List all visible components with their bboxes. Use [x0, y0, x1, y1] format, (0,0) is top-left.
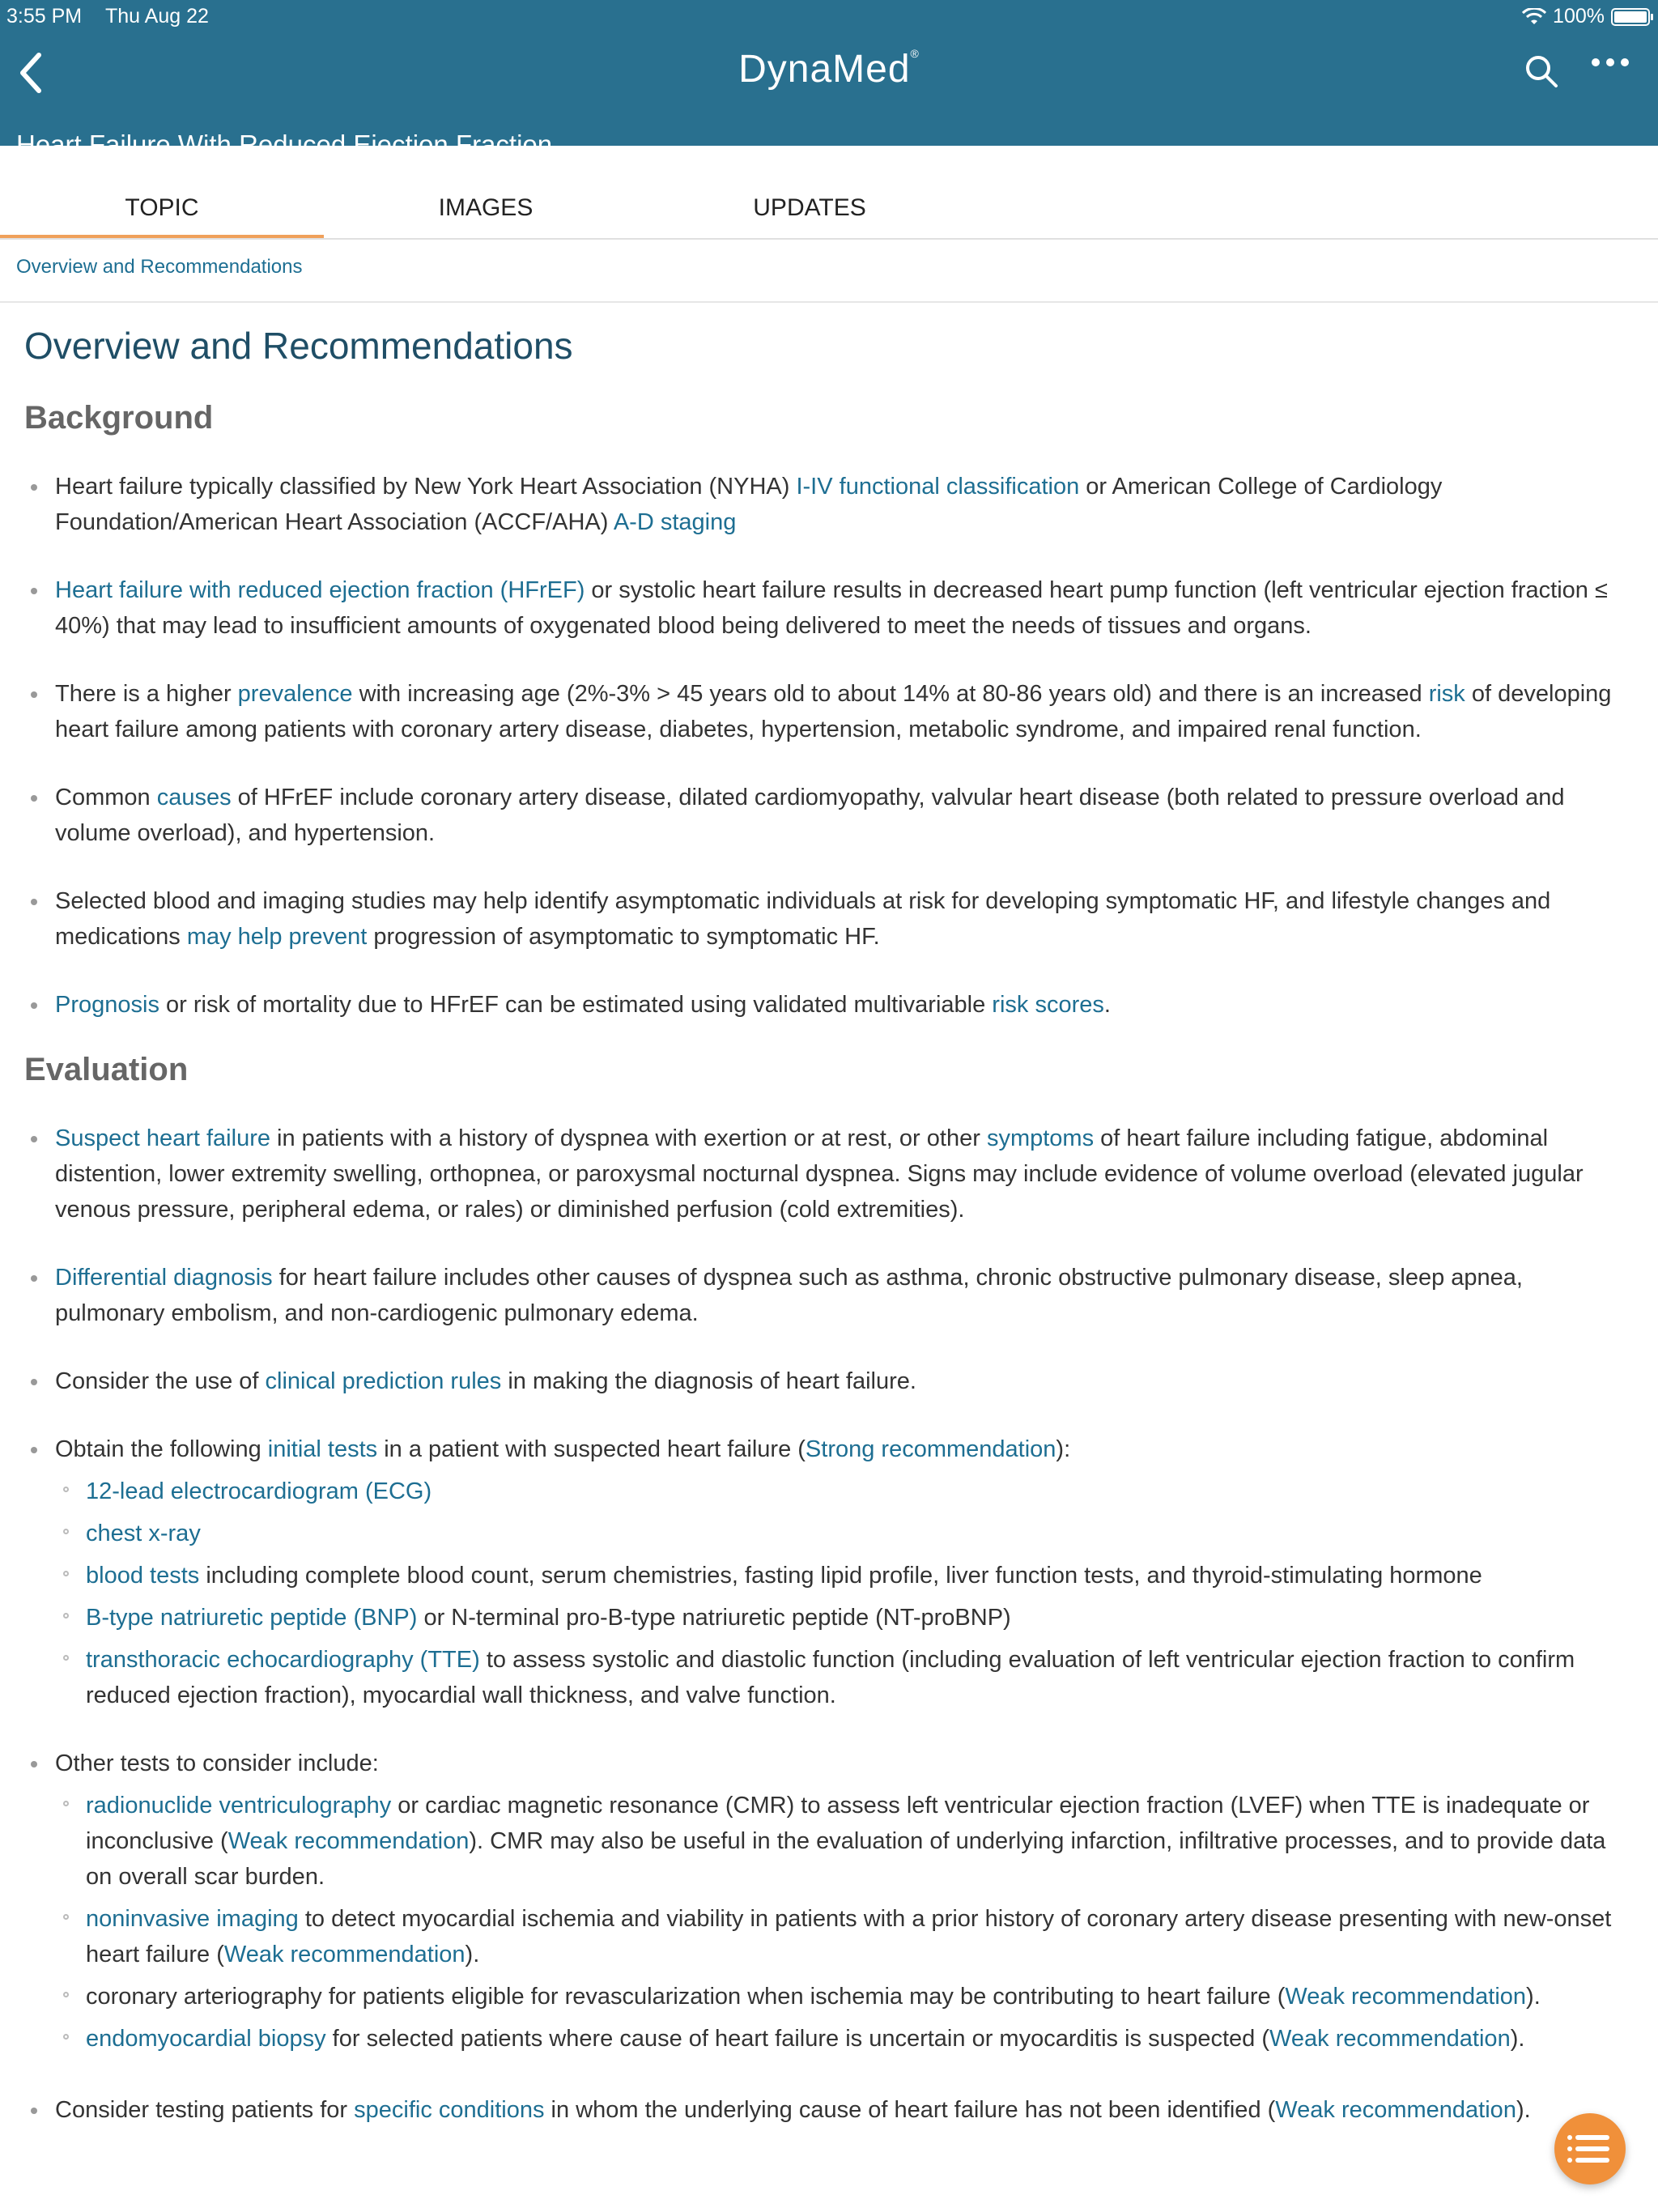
link-radionuclide-ventriculography[interactable]: radionuclide ventriculography: [86, 1793, 392, 1819]
evaluation-heading: Evaluation: [24, 1052, 189, 1087]
link-differential-diagnosis[interactable]: Differential diagnosis: [55, 1265, 273, 1291]
status-right: [1522, 5, 1650, 28]
breadcrumb[interactable]: Overview and Recommendations: [16, 256, 303, 278]
link-specific-conditions[interactable]: specific conditions: [354, 2097, 545, 2123]
breadcrumb-bar: [0, 240, 1658, 303]
list-item: Heart failure with reduced ejection fraction (HFrEF) or systolic heart failure results in decreased heart pump function (left ventricular ejection fraction ≤ 40%) that may lead to insufficient amounts of oxygenated blood being delivered to meet the needs of tissues and organs.: [24, 572, 1635, 644]
link-suspect-heart-failure[interactable]: Suspect heart failure: [55, 1125, 270, 1151]
link-hfref[interactable]: Heart failure with reduced ejection fraction (HFrEF): [55, 577, 585, 603]
list-item: radionuclide ventriculography or cardiac magnetic resonance (CMR) to assess left ventricular ejection fraction (LVEF) when TTE is inadequate or inconclusive (Weak recommendation). CMR may also be useful in the evaluation of underlying infarction, infiltrative processes, and to provide data on overall scar burden.: [55, 1788, 1635, 1895]
link-prognosis[interactable]: Prognosis: [55, 992, 159, 1018]
wifi-icon: [1522, 8, 1546, 26]
list-item: Heart failure typically classified by New York Heart Association (NYHA) I-IV functional classification or American College of Cardiology Foundation/American Heart Association (ACCF/AHA) A-D staging: [24, 469, 1635, 540]
link-may-help-prevent[interactable]: may help prevent: [186, 924, 368, 950]
list-item: noninvasive imaging to detect myocardial ischemia and viability in patients with a prior history of coronary artery disease presenting with new-onset heart failure (Weak recommendation).: [55, 1901, 1635, 1972]
status-bar: [0, 0, 1658, 32]
topic-content: [24, 324, 1635, 2128]
link-nyha-classification[interactable]: I-IV functional classification: [796, 474, 1080, 500]
registered-mark: ®: [910, 47, 920, 60]
background-list: [24, 469, 1635, 1023]
battery-icon: [1611, 8, 1650, 26]
topic-title: Heart Failure With Reduced Ejection Fraction: [16, 130, 553, 160]
link-initial-tests[interactable]: initial tests: [267, 1436, 378, 1462]
status-time: 3:55 PM: [6, 5, 83, 28]
list-item: There is a higher prevalence with increasing age (2%-3% > 45 years old to about 14% at 80-86 years old) and there is an increased risk of developing heart failure among patients with coronary artery disease, diabetes, hypertension, metabolic syndrome, and impaired renal function.: [24, 676, 1635, 747]
link-weak-recommendation[interactable]: Weak recommendation: [1285, 1984, 1527, 2010]
toc-menu-button[interactable]: [1554, 2113, 1626, 2184]
list-item: B-type natriuretic peptide (BNP) or N-terminal pro-B-type natriuretic peptide (NT-proBNP): [55, 1600, 1635, 1636]
more-options-icon[interactable]: [1592, 58, 1629, 66]
tab-bar: [0, 178, 1658, 240]
tab-images[interactable]: IMAGES: [438, 194, 534, 221]
link-weak-recommendation[interactable]: Weak recommendation: [1269, 2026, 1511, 2052]
link-chest-xray[interactable]: chest x-ray: [86, 1521, 201, 1546]
background-heading: Background: [24, 400, 214, 436]
initial-tests-list: [55, 1474, 1635, 1713]
link-symptoms[interactable]: symptoms: [986, 1125, 1095, 1151]
list-item: Selected blood and imaging studies may help identify asymptomatic individuals at risk for developing symptomatic HF, and lifestyle changes and medications may help prevent progression of asymptomatic to symptomatic HF.: [24, 883, 1635, 955]
list-item: endomyocardial biopsy for selected patients where cause of heart failure is uncertain or myocarditis is suspected (Weak recommendation).: [55, 2021, 1635, 2057]
list-item: [55, 1516, 1635, 1551]
evaluation-list: [24, 1121, 1635, 2128]
status-date: Thu Aug 22: [105, 5, 209, 28]
link-weak-recommendation[interactable]: Weak recommendation: [223, 1942, 466, 1967]
brand-logo: [0, 47, 1658, 91]
link-noninvasive-imaging[interactable]: noninvasive imaging: [86, 1906, 299, 1932]
list-item: transthoracic echocardiography (TTE) to assess systolic and diastolic function (including evaluation of left ventricular ejection fraction to confirm reduced ejection fraction), myocardial wall thickness, and valve function.: [55, 1642, 1635, 1713]
link-risk[interactable]: risk: [1428, 681, 1465, 707]
link-strong-recommendation[interactable]: Strong recommendation: [805, 1436, 1056, 1462]
list-item: [55, 1474, 1635, 1509]
other-tests-list: [55, 1788, 1635, 2057]
list-item: Suspect heart failure in patients with a history of dyspnea with exertion or at rest, or other symptoms of heart failure including fatigue, abdominal distention, lower extremity swelling, orthopnea, or paroxysmal nocturnal dyspnea. Signs may include evidence of volume overload (elevated jugular venous pressure, peripheral edema, or rales) or diminished perfusion (cold extremities).: [24, 1121, 1635, 1227]
tab-updates[interactable]: UPDATES: [753, 194, 866, 221]
tab-topic[interactable]: TOPIC: [0, 178, 324, 238]
link-risk-scores[interactable]: risk scores: [992, 992, 1104, 1018]
list-item: blood tests including complete blood count, serum chemistries, fasting lipid profile, liver function tests, and thyroid-stimulating hormone: [55, 1558, 1635, 1593]
list-item: Consider testing patients for specific conditions in whom the underlying cause of heart failure has not been identified (Weak recommendation).: [24, 2092, 1635, 2128]
search-icon[interactable]: [1522, 52, 1561, 91]
section-title: Overview and Recommendations: [24, 325, 573, 367]
brand-name: DynaMed: [738, 48, 911, 91]
link-blood-tests[interactable]: blood tests: [86, 1563, 200, 1589]
list-item: Obtain the following initial tests in a patient with suspected heart failure (Strong recommendation): 12-lead electrocardiogram (ECG) chest x-ray blood tests including complete blood count, serum chemistries, fasting lipid profile, liver function tests, and thyroid-stimulating hormone B-type natriuretic peptide (BNP) or N-terminal pro-B-type natriuretic peptide (NT-proBNP) transthoracic echocardiography (TTE) to assess systolic and diastolic function (including evaluation of left ventricular ejection fraction to confirm reduced ejection fraction), myocardial wall thickness, and valve function.: [24, 1431, 1635, 1713]
list-item: Other tests to consider include: radionuclide ventriculography or cardiac magnetic resonance (CMR) to assess left ventricular ejection fraction (LVEF) when TTE is inadequate or inconclusive (Weak recommendation). CMR may also be useful in the evaluation of underlying infarction, infiltrative processes, and to provide data on overall scar burden. noninvasive imaging to detect myocardial ischemia and viability in patients with a prior history of coronary artery disease presenting with new-onset heart failure (Weak recommendation). coronary arteriography for patients eligible for revascularization when ischemia may be contributing to heart failure (Weak recommendation). endomyocardial biopsy for selected patients where cause of heart failure is uncertain or myocarditis is suspected (Weak recommendation).: [24, 1746, 1635, 2057]
link-bnp[interactable]: B-type natriuretic peptide (BNP): [86, 1605, 418, 1631]
link-clinical-prediction-rules[interactable]: clinical prediction rules: [265, 1368, 502, 1394]
link-endomyocardial-biopsy[interactable]: endomyocardial biopsy: [86, 2026, 326, 2052]
link-weak-recommendation[interactable]: Weak recommendation: [1275, 2097, 1516, 2123]
list-item: Prognosis or risk of mortality due to HFrEF can be estimated using validated multivariable risk scores.: [24, 987, 1635, 1023]
link-causes[interactable]: causes: [156, 785, 232, 810]
link-tte[interactable]: transthoracic echocardiography (TTE): [86, 1647, 480, 1673]
link-ecg[interactable]: 12-lead electrocardiogram (ECG): [86, 1478, 432, 1504]
link-ad-staging[interactable]: A-D staging: [613, 509, 737, 535]
nav-bar: [0, 32, 1658, 160]
list-item: Consider the use of clinical prediction rules in making the diagnosis of heart failure.: [24, 1363, 1635, 1399]
list-item: coronary arteriography for patients eligible for revascularization when ischemia may be contributing to heart failure (Weak recommendation).: [55, 1979, 1635, 2014]
link-weak-recommendation[interactable]: Weak recommendation: [227, 1828, 470, 1854]
list-item: Differential diagnosis for heart failure includes other causes of dyspnea such as asthma, chronic obstructive pulmonary disease, sleep apnea, pulmonary embolism, and non-cardiogenic pulmonary edema.: [24, 1260, 1635, 1331]
battery-percent: 100%: [1553, 5, 1605, 28]
link-prevalence[interactable]: prevalence: [237, 681, 353, 707]
list-item: Common causes of HFrEF include coronary artery disease, dilated cardiomyopathy, valvular heart disease (both related to pressure overload and volume overload), and hypertension.: [24, 780, 1635, 851]
